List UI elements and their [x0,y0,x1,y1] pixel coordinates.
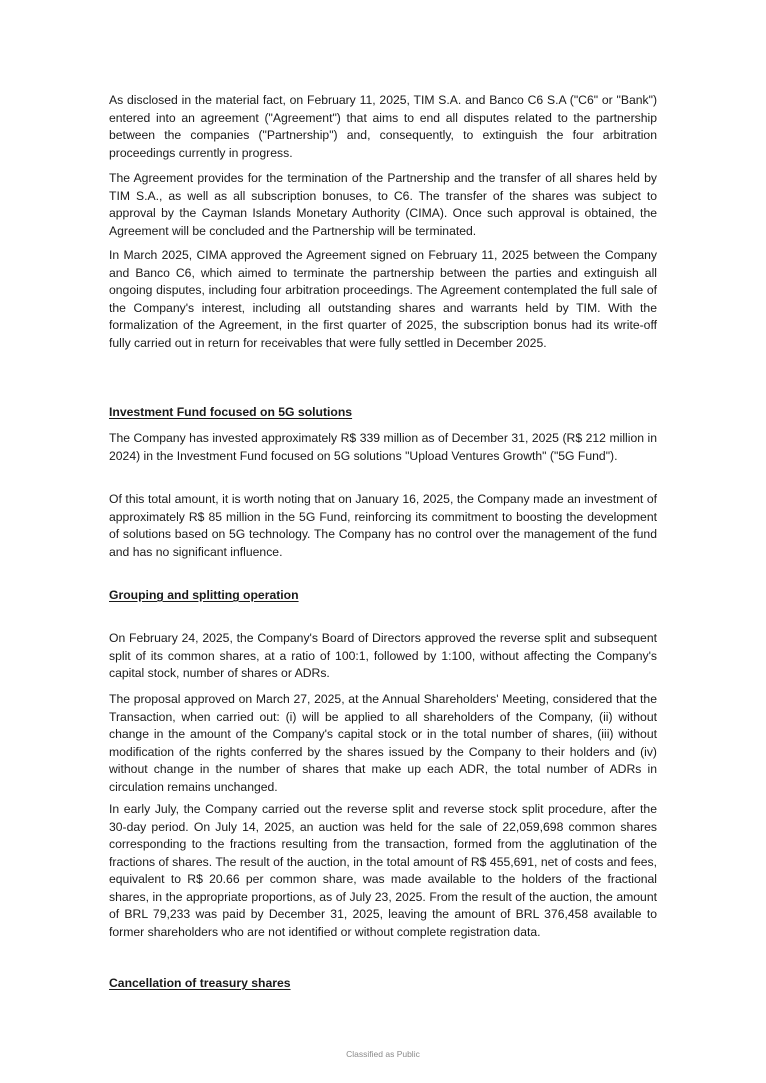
c6-agreement-section [109,92,657,162]
paragraph: As disclosed in the material fact, on February 11, 2025, TIM S.A. and Banco C6 S.A ("C6" or "Bank") entered into an agreement ("Agreement") that aims to end all disputes related to the partnership between the companies ("Partnership") and, consequently, to extinguish the four arbitration proceedings currently in progress. [109,93,657,160]
paragraph: On February 24, 2025, the Company's Board of Directors approved the reverse split and subsequent split of its common shares, at a ratio of 100:1, followed by 1:100, without affecting the Company's capital stock, number of shares or ADRs. [109,631,657,680]
fund-section-p1 [109,430,657,465]
paragraph: Of this total amount, it is worth noting that on January 16, 2025, the Company made an investment of approximately R$ 85 million in the 5G Fund, reinforcing its commitment to boosting the development of solutions based on 5G technology. The Company has no control over the management of the fund and has no significant influence. [109,492,657,559]
c6-agreement-section-p2 [109,170,657,240]
classification-footer: Classified as Public [346,1049,420,1059]
section-heading: Grouping and splitting operation [109,588,299,602]
paragraph: In early July, the Company carried out the reverse split and reverse stock split procedure, after the 30-day period. On July 14, 2025, an auction was held for the sale of 22,059,698 common shares corresponding to the fractions resulting from the transaction, formed from the agglutination of the fractions of shares. The result of the auction, in the total amount of R$ 455,691, net of costs and fees, equivalent to R$ 20.66 per common share, was made available to the holders of the fractional shares, in the appropriate proportions, as of July 23, 2025. From the result of the auction, the amount of BRL 79,233 was paid by December 31, 2025, leaving the amount of BRL 376,458 available to former shareholders who are not identified or without complete registration data. [109,802,657,939]
paragraph: In March 2025, CIMA approved the Agreement signed on February 11, 2025 between the Company and Banco C6, which aimed to terminate the partnership between the parties and extinguish all ongoing disputes, including four arbitration proceedings. The Agreement contemplated the full sale of the Company's interest, including all outstanding shares and warrants held by TIM. With the formalization of the Agreement, in the first quarter of 2025, the subscription bonus had its write-off fully carried out in return for receivables that were fully settled in December 2025. [109,248,657,350]
paragraph: The proposal approved on March 27, 2025, at the Annual Shareholders' Meeting, considered that the Transaction, when carried out: (i) will be applied to all shareholders of the Company, (ii) without change in the amount of the Company's capital stock or in the total number of shares, (iii) without modification of the rights conferred by the shares issued by the Company to their holders and (iv) without change in the number of shares that make up each ADR, the total number of ADRs in circulation remains unchanged. [109,692,657,794]
section-heading: Investment Fund focused on 5G solutions [109,405,353,419]
split-section-p1 [109,630,657,683]
paragraph: The Company has invested approximately R$ 339 million as of December 31, 2025 (R$ 212 million in 2024) in the Investment Fund focused on 5G solutions "Upload Ventures Growth" ("5G Fund"). [109,431,657,463]
split-section-heading [109,587,657,604]
c6-agreement-section-p3 [109,247,657,352]
treasury-section-heading [109,975,657,992]
section-heading: Cancellation of treasury shares [109,976,291,990]
fund-section-p2 [109,491,657,561]
split-section-p2 [109,691,657,796]
paragraph: The Agreement provides for the termination of the Partnership and the transfer of all shares held by TIM S.A., as well as all subscription bonuses, to C6. The transfer of the shares was subject to approval by the Cayman Islands Monetary Authority (CIMA). Once such approval is obtained, the Agreement will be concluded and the Partnership will be terminated. [109,171,657,238]
split-section-p3 [109,801,657,941]
fund-section-heading [109,404,657,421]
